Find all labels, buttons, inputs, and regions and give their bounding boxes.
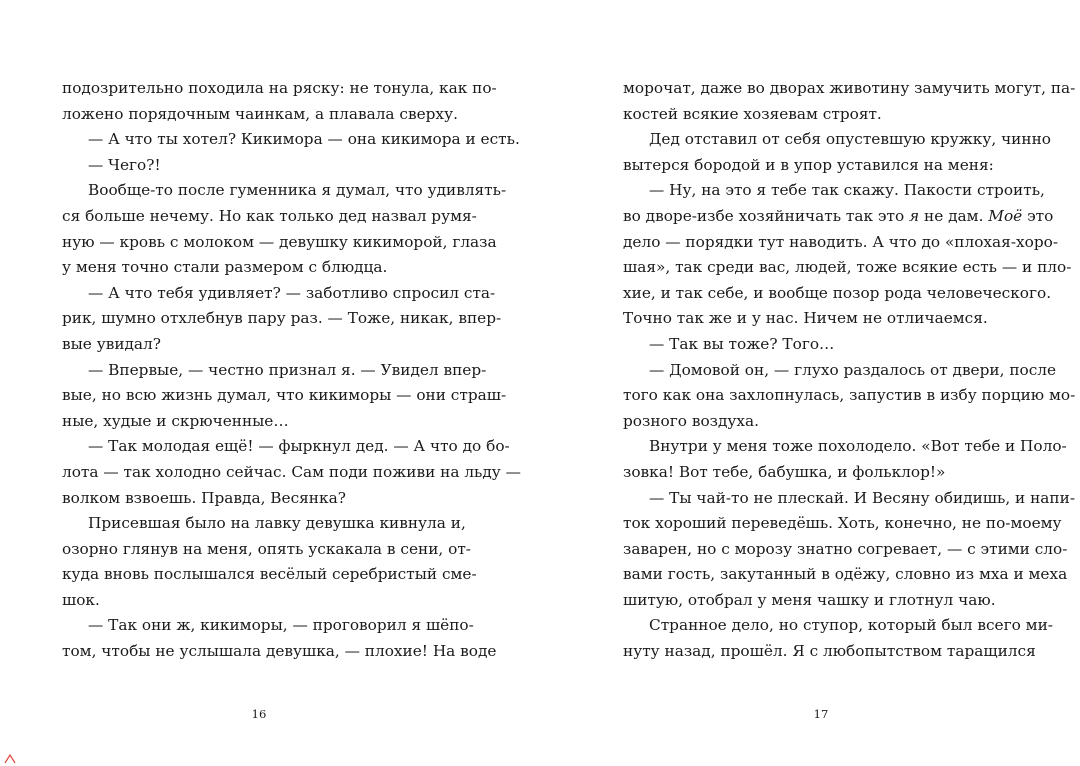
page-number-left: 16: [251, 707, 267, 721]
text-line: зовка! Вот тебе, бабушка, и фольклор!»: [623, 462, 946, 481]
text-line: рик, шумно отхлебнув пару раз. — Тоже, никак, впер-: [62, 309, 502, 328]
text-line: заварен, но с морозу знатно согревает, — с этими сло-: [623, 539, 1068, 558]
text-line: шая», так среди вас, людей, тоже всякие есть — и пло-: [623, 258, 1072, 277]
text-line: подозрительно походила на ряску: не тонула, как по-: [62, 79, 497, 97]
text-line: дело — порядки тут наводить. А что до «плохая-хоро-: [623, 232, 1058, 251]
text-line: хие, и так себе, и вообще позор рода человеческого.: [623, 283, 1052, 302]
text-line: шитую, отобрал у меня чашку и глотнул чаю.: [623, 590, 996, 609]
text-line: волком взвоешь. Правда, Весянка?: [62, 488, 346, 507]
text-line: вытерся бородой и в упор уставился на меня:: [623, 155, 994, 174]
text-line: ся больше нечему. Но как только дед назвал румя-: [62, 206, 477, 225]
corner-mark-icon: [4, 752, 16, 764]
text-line: Вообще-то после гуменника я думал, что удивлять-: [88, 181, 507, 200]
text-line: — Чего?!: [88, 155, 161, 174]
text-line: ные, худые и скрюченные…: [62, 411, 289, 430]
text-line: — Ну, на это я тебе так скажу. Пакости строить,: [649, 181, 1045, 200]
text-line: — Впервые, — честно признал я. — Увидел впер-: [88, 360, 487, 379]
text-line: морочат, даже во дворах животину замучить могут, па-: [623, 79, 1076, 97]
text-line: того как она захлопнулась, запустив в избу порцию мо-: [623, 386, 1076, 405]
text-line: — А что ты хотел? Кикимора — она кикимора и есть.: [88, 130, 520, 149]
text-line: куда вновь послышался весёлый серебристый сме-: [62, 565, 477, 584]
left-page: [62, 76, 521, 665]
page-number-right: 17: [813, 707, 829, 721]
text-line: Присевшая было на лавку девушка кивнула и,: [88, 514, 466, 533]
text-line: розного воздуха.: [623, 411, 760, 430]
text-line: вами гость, закутанный в одёжу, словно из мха и меха: [623, 565, 1068, 584]
text-line: озорно глянув на меня, опять ускакала в сени, от-: [62, 539, 471, 558]
text-line: — А что тебя удивляет? — заботливо спросил ста-: [88, 283, 496, 302]
text-line: вые увидал?: [62, 334, 161, 353]
text-line: Странное дело, но ступор, который был всего ми-: [649, 616, 1053, 635]
text-line: костей всякие хозяевам строят.: [623, 104, 882, 123]
text-line: Внутри у меня тоже похолодело. «Вот тебе и Поло-: [649, 437, 1067, 456]
text-line: — Так вы тоже? Того…: [649, 334, 835, 353]
text-line: ложено порядочным чаинкам, а плавала сверху.: [62, 104, 458, 123]
right-page: [623, 76, 1076, 665]
text-line: — Так молодая ещё! — фыркнул дед. — А что до бо-: [88, 437, 510, 456]
text-line: ток хороший переведёшь. Хоть, конечно, не по-моему: [623, 514, 1062, 533]
text-line: Дед отставил от себя опустевшую кружку, чинно: [649, 130, 1051, 149]
text-line: во дворе-избе хозяйничать так это я не дам. Моё это: [623, 206, 1054, 225]
text-line: том, чтобы не услышала девушка, — плохие! На воде: [62, 642, 497, 661]
text-line: — Домовой он, — глухо раздалось от двери, после: [649, 360, 1057, 379]
text-line: ную — кровь с молоком — девушку кикиморой, глаза: [62, 232, 497, 251]
text-line: Точно так же и у нас. Ничем не отличаемся.: [623, 309, 988, 328]
text-line: нуту назад, прошёл. Я с любопытством таращился: [623, 642, 1036, 661]
text-line: вые, но всю жизнь думал, что кикиморы — они страш-: [62, 386, 507, 405]
text-line: у меня точно стали размером с блюдца.: [62, 258, 388, 277]
text-line: лота — так холодно сейчас. Сам поди поживи на льду —: [62, 462, 521, 481]
text-line: — Так они ж, кикиморы, — проговорил я шёпо-: [88, 616, 474, 635]
text-line: — Ты чай-то не плескай. И Весяну обидишь, и напи-: [649, 488, 1075, 507]
text-line: шок.: [62, 590, 100, 609]
